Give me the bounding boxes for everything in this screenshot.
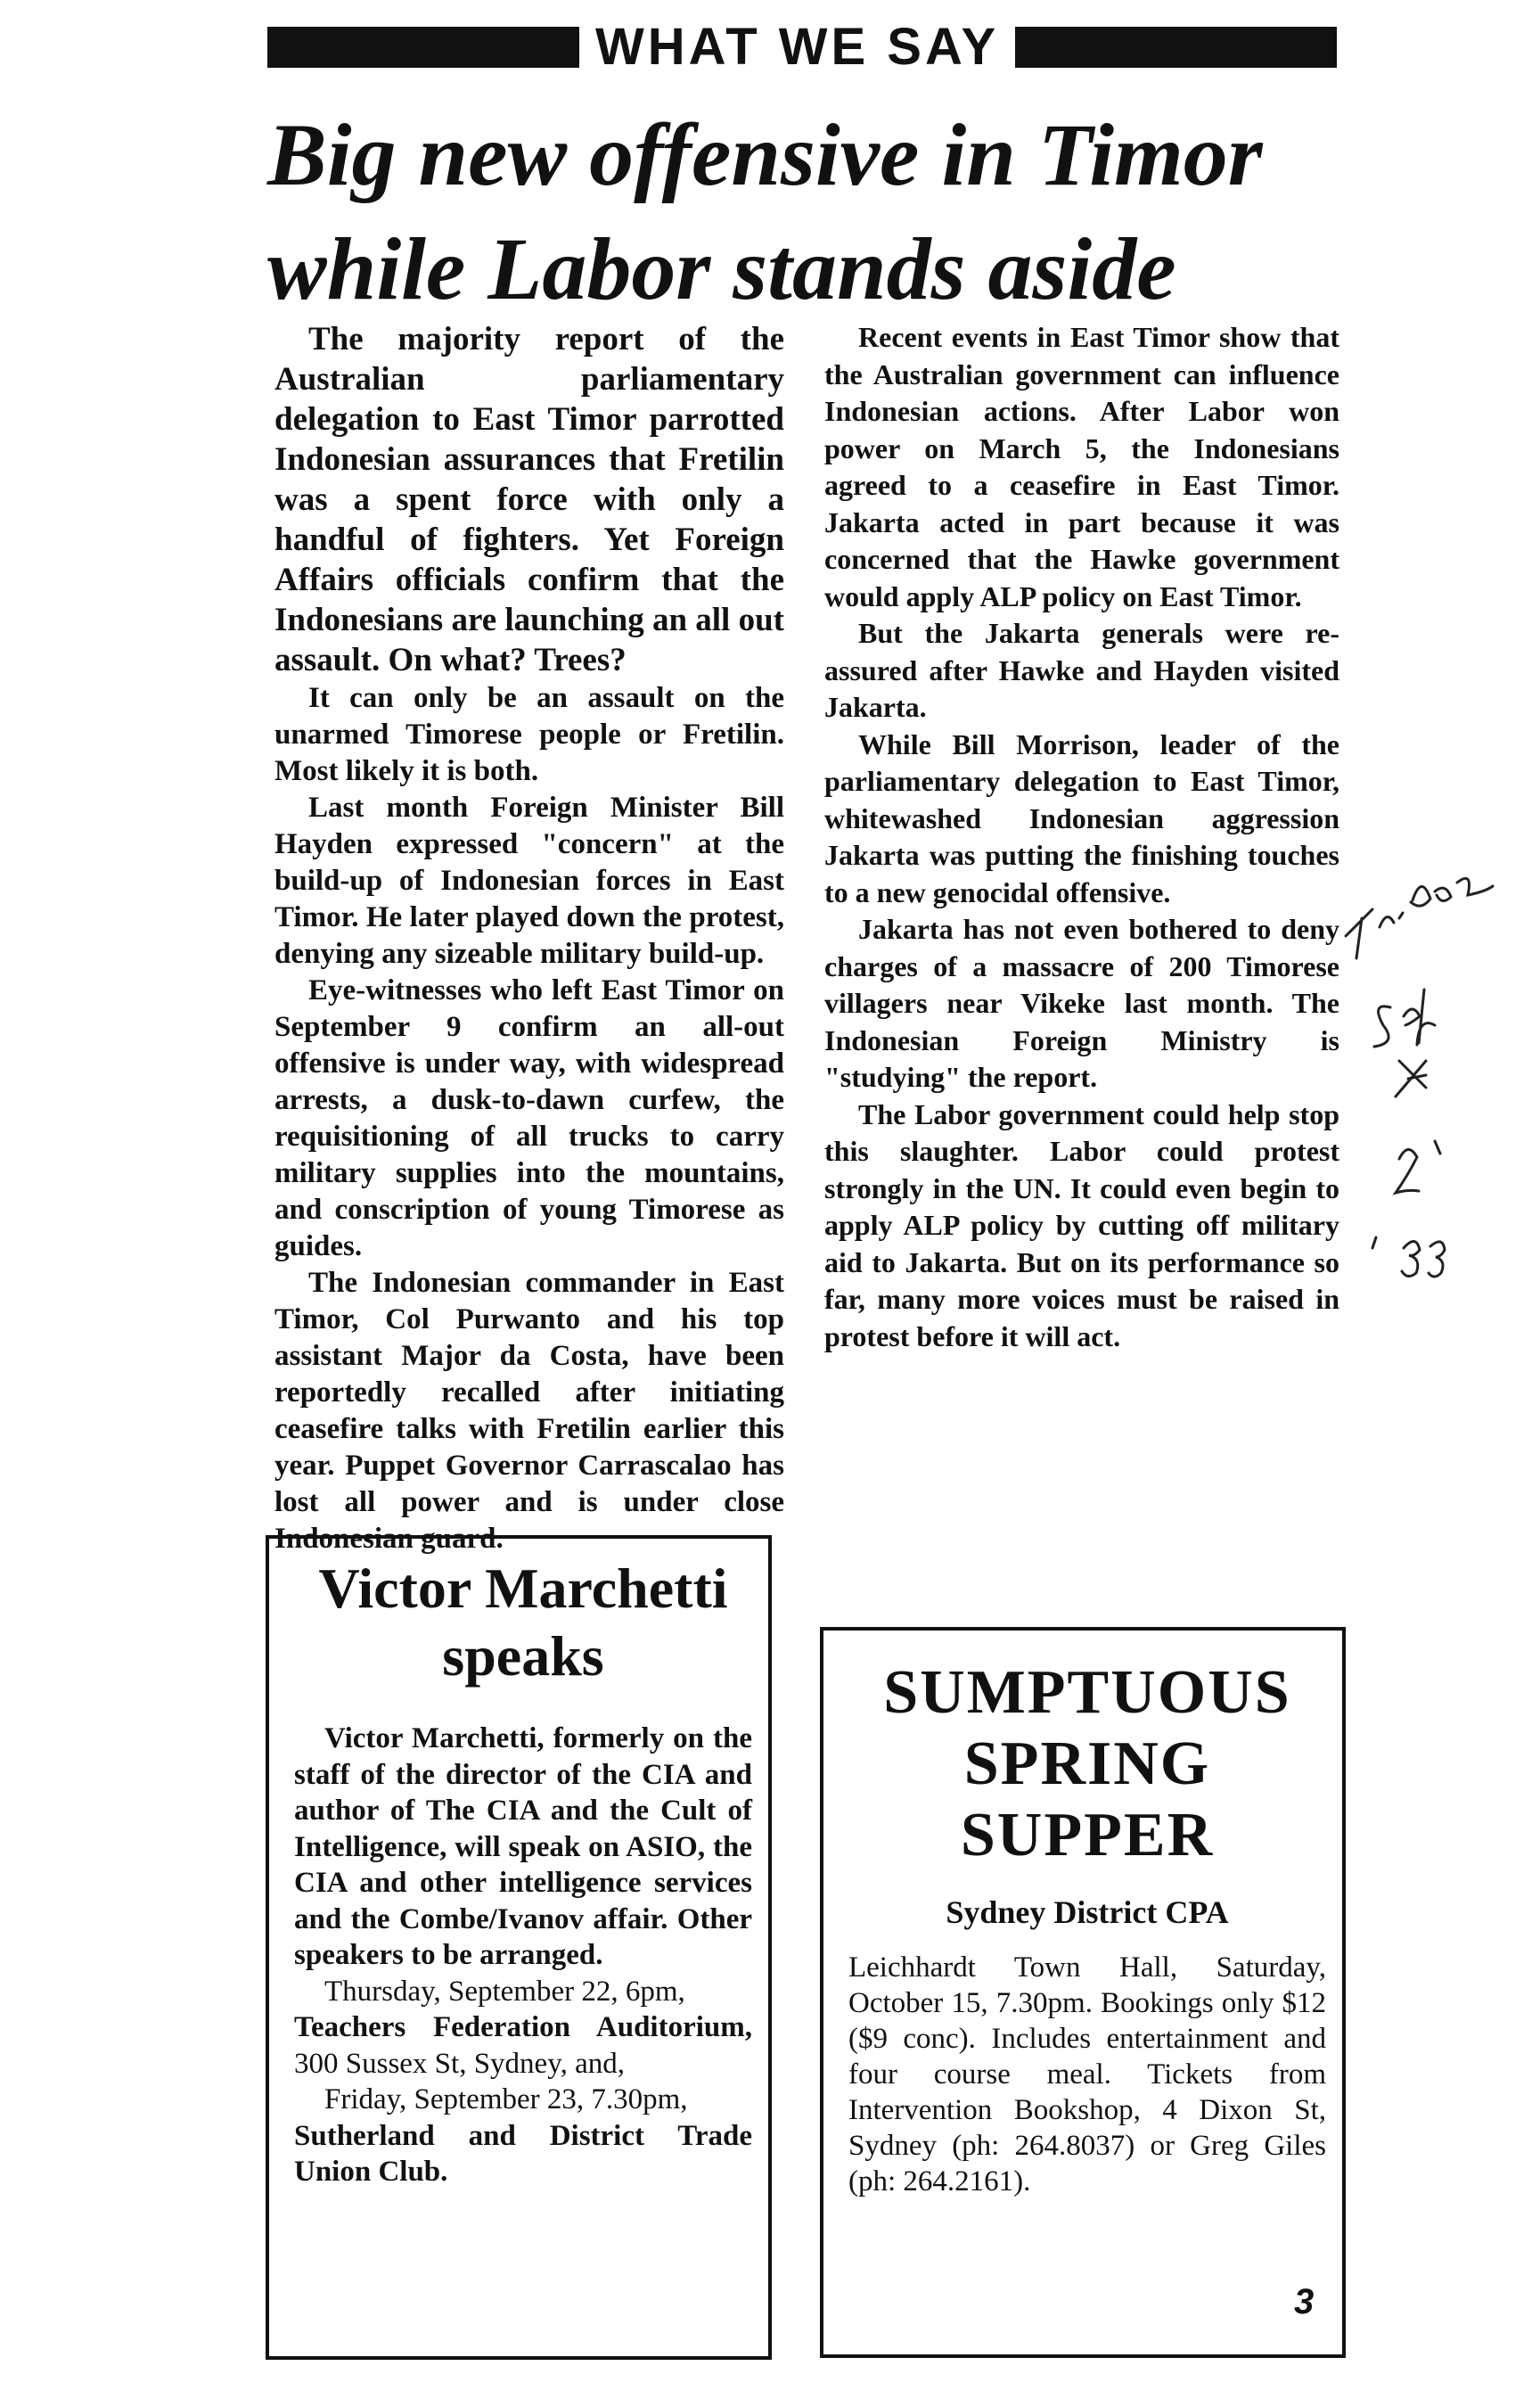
marchetti-event-1-venue <box>294 2009 752 2082</box>
handwriting-stroke <box>1404 1009 1420 1025</box>
handwriting-stroke <box>1435 1141 1440 1154</box>
article-paragraph: Last month Foreign Minister Bill Hayden expressed "concern" at the build-up of Indonesian forces in East Timor. He later played down the protest, denying any sizeable military build-up. <box>274 792 784 970</box>
marchetti-event-1-venue-name: Teachers Federation Auditorium, <box>294 2011 752 2043</box>
article-paragraph: It can only be an assault on the unarmed Timorese people or Fretilin. Most likely it is both. <box>274 682 784 787</box>
section-kicker <box>267 20 1337 75</box>
handwriting-stroke <box>1435 888 1451 900</box>
article-paragraph: While Bill Morrison, leader of the parliamentary delegation to East Timor, whitewashed Indonesian aggression Jakarta was putting the finishing touches to a new genocidal offensive. <box>824 727 1339 908</box>
article-column-right <box>824 319 1339 1612</box>
marchetti-event-box <box>266 1535 772 2360</box>
kicker-bar-right <box>1015 27 1337 68</box>
marchetti-event-1-address: 300 Sussex St, Sydney, and, <box>294 2047 625 2080</box>
handwritten-annotation-image <box>1337 856 1506 1275</box>
handwriting-stroke <box>1346 909 1372 958</box>
marchetti-box-title: Victor Marchetti speaks <box>318 1557 728 1688</box>
article-paragraph: The majority report of the Australian parliamentary delegation to East Timor parrotted Indonesian assurances that Fretilin was a spent force with only a handful of fighters. Yet Foreign Affairs officials confirm that the Indonesians are launching an all out assault. On what? Trees? <box>274 321 784 678</box>
marchetti-event-2-venue-name: Sutherland and District Trade Union Club. <box>294 2119 752 2188</box>
handwriting-stroke <box>1399 913 1403 918</box>
handwriting-stroke <box>1380 917 1394 927</box>
handwriting-stroke <box>1372 1237 1376 1248</box>
handwriting-stroke <box>1457 878 1493 895</box>
supper-details: Leichhardt Town Hall, Saturday, October 15, 7.30pm. Bookings only $12 ($9 conc). Includes entertainment and four course meal. Tickets from Intervention Bookshop, 4 Dixon St, Sydney (ph: 264.8037) or Greg Giles (ph: 264.2161). <box>848 1951 1326 2198</box>
marchetti-box-intro: Victor Marchetti, formerly on the staff of the director of the CIA and author of The CIA and the Cult of Intelligence, will speak on ASIO, the CIA and other intelligence services and the Combe/Ivanov affair. Other speakers to be arranged. <box>294 1722 752 1971</box>
page-number: 3 <box>1294 2282 1315 2321</box>
headline-line-1: Big new offensive in Timor <box>267 105 1263 204</box>
headline <box>267 98 1372 326</box>
article-paragraph: Eye-witnesses who left East Timor on September 9 confirm an all-out offensive is under way, with widespread arrests, a dusk-to-dawn curfew, the requisitioning of all trucks to carry military supplies into the mountains, and conscription of young Timorese as guides. <box>274 974 784 1262</box>
supper-organizer: Sydney District CPA <box>946 1894 1229 1930</box>
headline-line-2: while Labor stands aside <box>267 219 1176 318</box>
marchetti-event-2-time: Friday, September 23, 7.30pm, <box>324 2083 688 2115</box>
kicker-text: WHAT WE SAY <box>595 18 1000 76</box>
handwriting-stroke <box>1396 1061 1426 1097</box>
article-column-left <box>274 319 784 1555</box>
handwriting-stroke <box>1402 1241 1420 1276</box>
handwriting-stroke <box>1374 1006 1390 1047</box>
handwriting-stroke <box>1396 1149 1419 1193</box>
kicker-bar-left <box>267 27 579 68</box>
handwriting-stroke <box>1411 886 1430 906</box>
article-paragraph: Jakarta has not even bothered to deny charges of a massacre of 200 Timorese villagers near Vikeke last month. The Indonesian Foreign Ministry is "studying" the report. <box>824 913 1339 1093</box>
supper-box-title: SUMPTUOUS SPRING SUPPER <box>883 1658 1291 1869</box>
article-paragraph: The Labor government could help stop this slaughter. Labor could protest strongly in the UN. It could even begin to apply ALP policy by cutting off military aid to Jakarta. But on its performance so far, many more voices must be raised in protest before it will act. <box>824 1097 1339 1352</box>
article-paragraph: Recent events in East Timor show that the Australian government can influence Indonesian actions. After Labor won power on March 5, the Indonesians agreed to a ceasefire in East Timor. Jakarta acted in part because it was concerned that the Hawke government would apply ALP policy on East Timor. <box>824 321 1339 612</box>
marchetti-event-1-time: Thursday, September 22, 6pm, <box>324 1975 685 2008</box>
handwriting-stroke <box>1429 1242 1445 1277</box>
article-paragraph: The Indonesian commander in East Timor, Col Purwanto and his top assistant Major da Costa, have been reportedly recalled after initiating ceasefire talks with Fretilin earlier this year. Puppet Governor Carrascalao has lost all power and is under close Indonesian guard. <box>274 1267 784 1555</box>
marchetti-event-2-venue <box>294 2118 752 2190</box>
supper-event-box <box>820 1627 1346 2358</box>
article-paragraph: But the Jakarta generals were re-assured after Hawke and Hayden visited Jakarta. <box>824 617 1339 723</box>
